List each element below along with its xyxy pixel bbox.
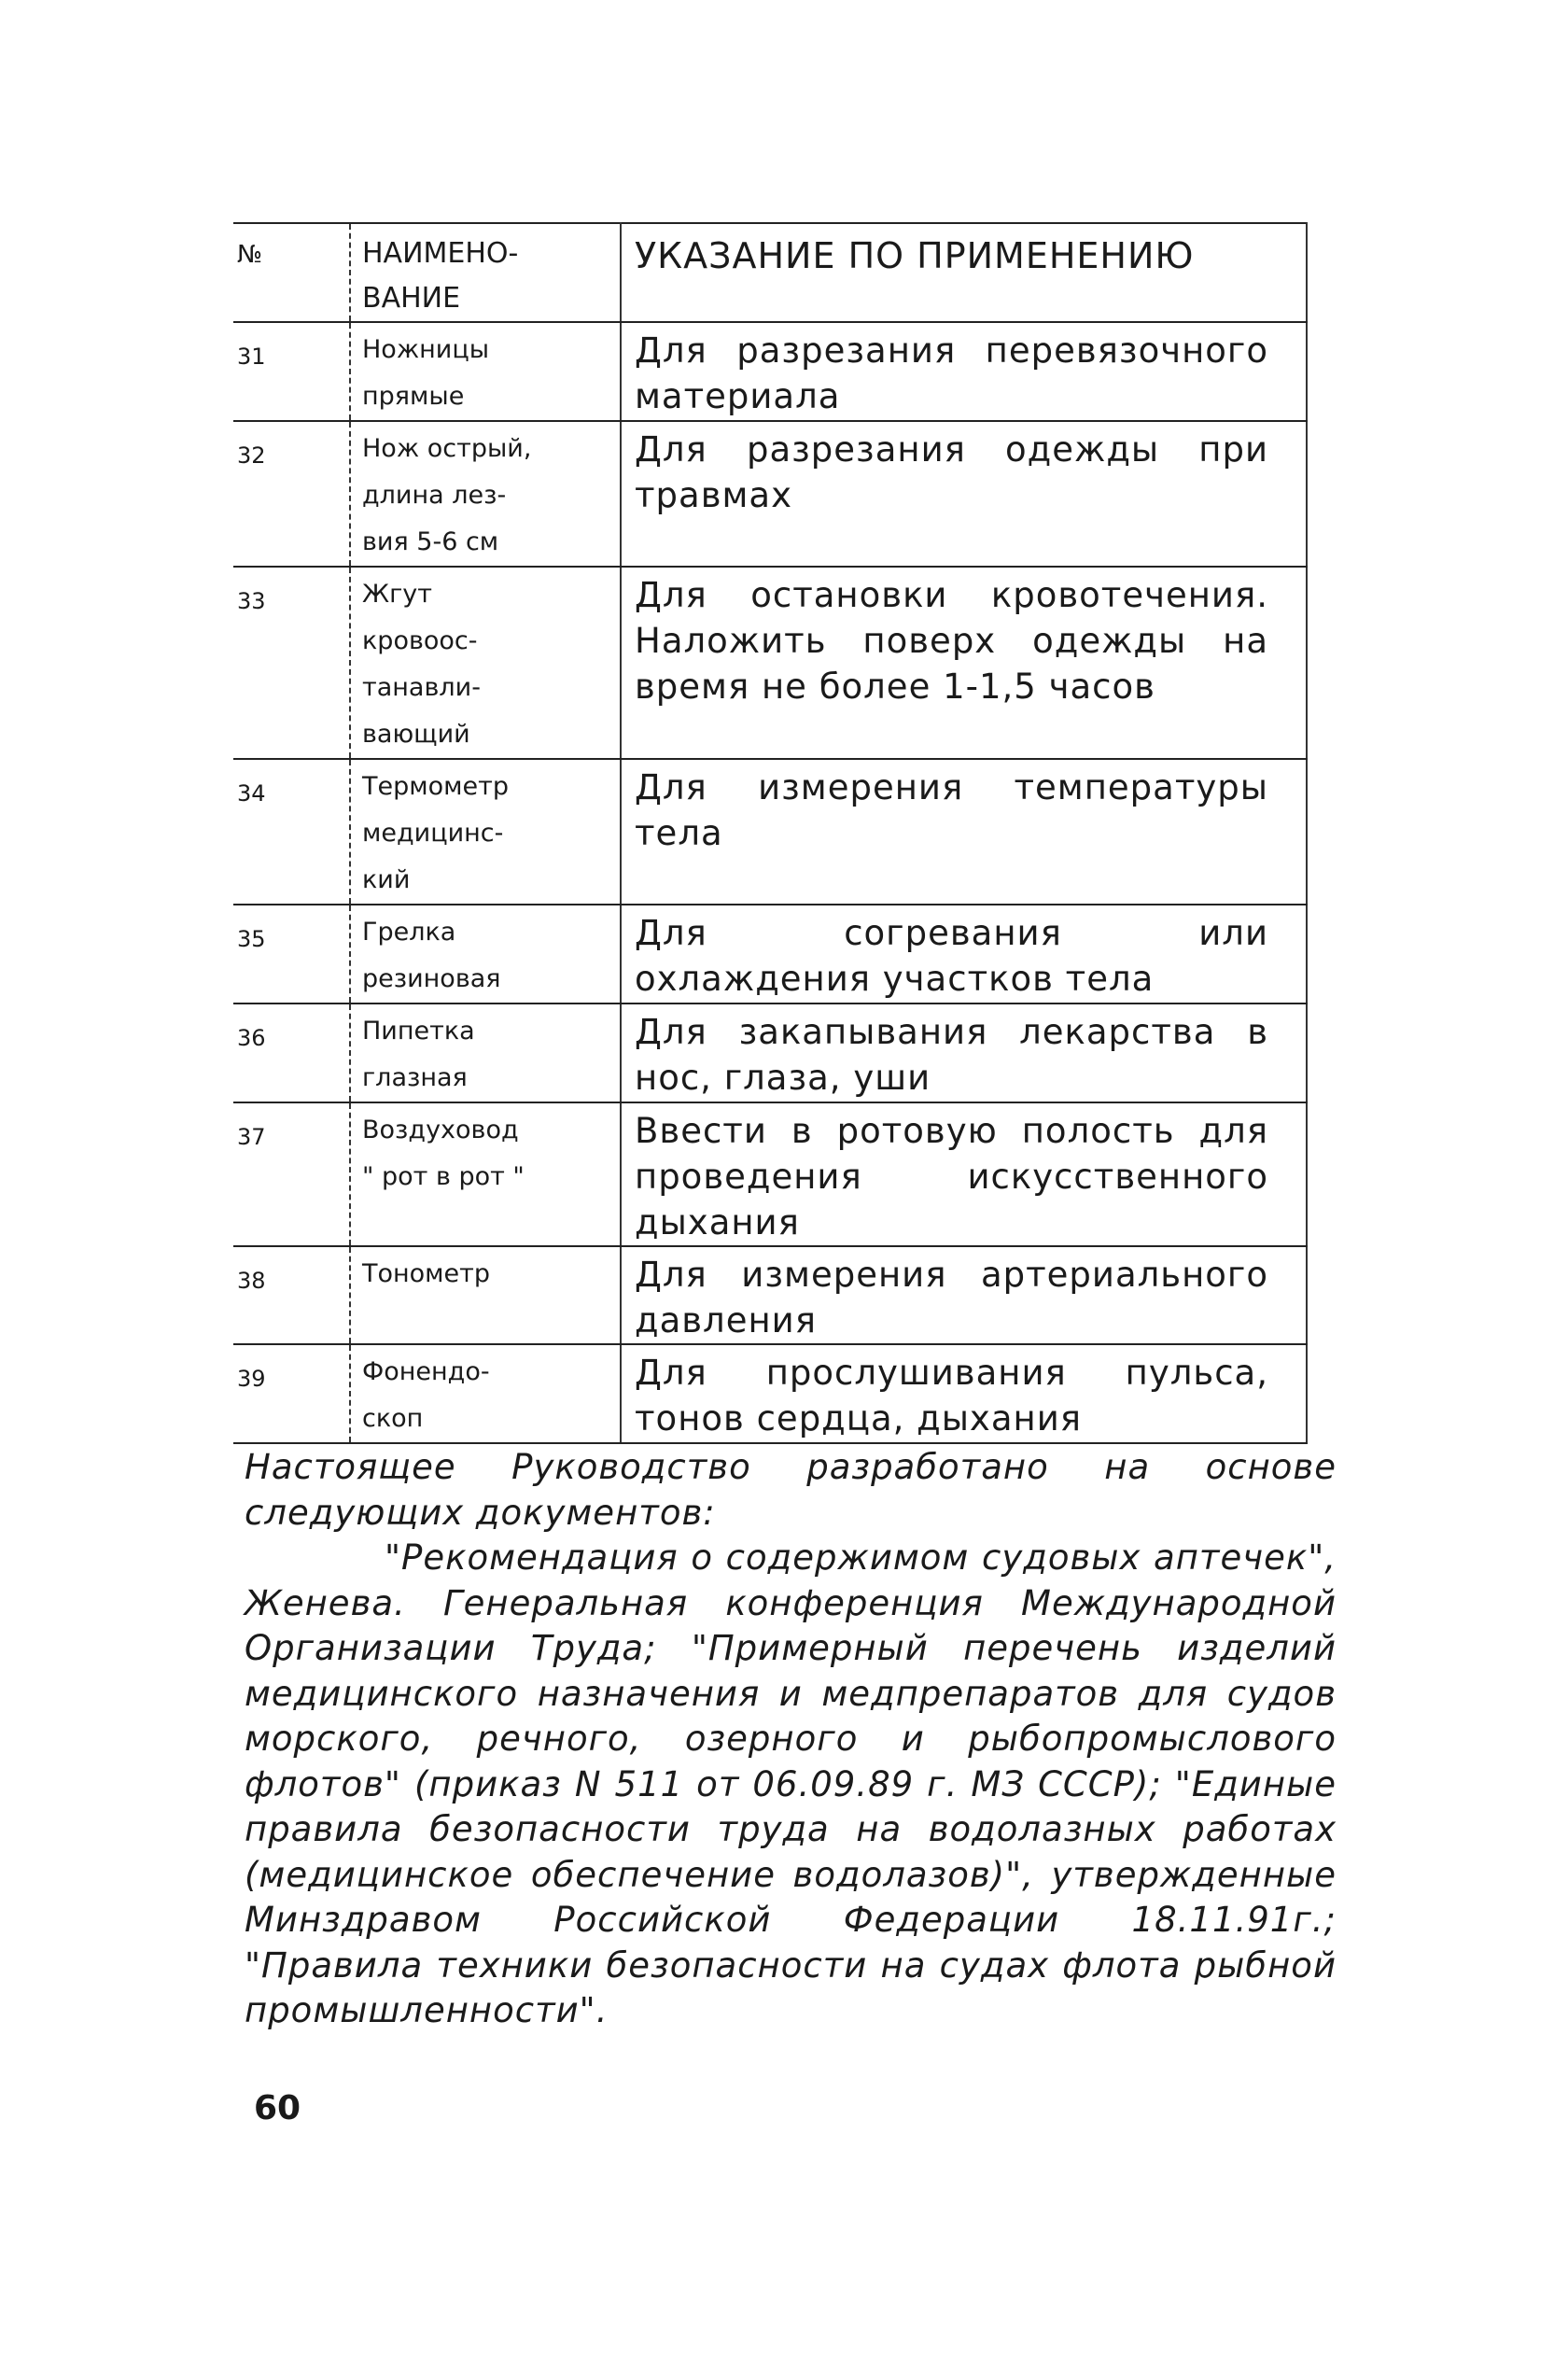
item-usage-line: Для разрезания перевязочного bbox=[635, 330, 1268, 371]
item-name-line: Нож острый, bbox=[362, 434, 532, 463]
row-number: 34 bbox=[233, 759, 350, 905]
item-usage bbox=[621, 759, 1307, 905]
note-paragraph-sources: "Рекомендация о содержимом судовых аптечек", Женева. Генеральная конференция Международной Организации Труда; "Примерный перечень изделий медицинского назначения и медпрепаратов для судов морского, речного, озерного и рыбопромыслового флотов" (приказ N 511 от 06.09.89 г. МЗ СССР); "Единые правила безопасности труда на водолазных работах (медицинское обеспечение водолазов)", утвержденные Минздравом Российской Федерации 18.11.91г.; "Правила техники безопасности на судах флота рыбной промышленности". bbox=[245, 1537, 1337, 2030]
item-name-line: Воздуховод bbox=[362, 1116, 519, 1144]
item-name-line: длина лез- bbox=[362, 481, 507, 510]
item-usage bbox=[621, 905, 1307, 1004]
row-number: 36 bbox=[233, 1004, 350, 1102]
item-name bbox=[350, 1246, 621, 1344]
item-usage-line: проведения искусственного bbox=[635, 1157, 1268, 1197]
item-name bbox=[350, 567, 621, 759]
table-row bbox=[233, 1344, 1307, 1443]
item-name bbox=[350, 421, 621, 567]
column-header-name bbox=[350, 223, 621, 322]
row-number: 35 bbox=[233, 905, 350, 1004]
item-name bbox=[350, 1344, 621, 1443]
item-name-line: вия 5-6 см bbox=[362, 527, 499, 556]
item-usage-line: Для измерения температуры bbox=[635, 767, 1268, 807]
item-usage-line: травмах bbox=[635, 475, 793, 515]
item-name-line: Жгут bbox=[362, 580, 432, 609]
item-usage-line: дыхания bbox=[635, 1202, 800, 1242]
item-name bbox=[350, 905, 621, 1004]
item-usage-line: тонов сердца, дыхания bbox=[635, 1398, 1083, 1439]
item-usage bbox=[621, 322, 1307, 421]
row-number: 38 bbox=[233, 1246, 350, 1344]
item-usage bbox=[621, 567, 1307, 759]
item-usage bbox=[621, 1246, 1307, 1344]
item-name bbox=[350, 1102, 621, 1246]
table-row bbox=[233, 759, 1307, 905]
item-usage-line: Ввести в ротовую полость для bbox=[635, 1111, 1268, 1151]
item-name-line: Ножницы bbox=[362, 335, 490, 364]
item-usage-line: Для согревания или bbox=[635, 913, 1268, 953]
item-name-line: Грелка bbox=[362, 918, 456, 947]
column-header-number: № bbox=[233, 223, 350, 322]
item-name bbox=[350, 759, 621, 905]
item-name-line: вающий bbox=[362, 720, 470, 749]
item-usage bbox=[621, 1344, 1307, 1443]
item-name-line: резиновая bbox=[362, 964, 501, 993]
item-name-line: кий bbox=[362, 865, 411, 894]
item-name bbox=[350, 322, 621, 421]
item-name-line: глазная bbox=[362, 1063, 468, 1092]
table-row bbox=[233, 1246, 1307, 1344]
item-usage-line: материала bbox=[635, 376, 841, 416]
item-name-line: кровоос- bbox=[362, 626, 478, 655]
item-usage bbox=[621, 1102, 1307, 1246]
row-number: 32 bbox=[233, 421, 350, 567]
item-usage-line: Для измерения артериального bbox=[635, 1255, 1268, 1295]
note-paragraph-intro: Настоящее Руководство разработано на основе следующих документов: bbox=[245, 1447, 1337, 1533]
column-header-name-line: НАИМЕНО- bbox=[362, 237, 519, 270]
item-name-line: Пипетка bbox=[362, 1017, 475, 1046]
column-header-name-line: ВАНИЕ bbox=[362, 282, 461, 315]
item-name-line: Фонендо- bbox=[362, 1357, 490, 1386]
item-name-line: танавли- bbox=[362, 673, 481, 702]
row-number: 39 bbox=[233, 1344, 350, 1443]
item-name-line: прямые bbox=[362, 382, 465, 411]
table-row bbox=[233, 322, 1307, 421]
row-number: 37 bbox=[233, 1102, 350, 1246]
item-usage-line: давления bbox=[635, 1300, 817, 1340]
column-header-usage: УКАЗАНИЕ ПО ПРИМЕНЕНИЮ bbox=[621, 223, 1307, 322]
item-name bbox=[350, 1004, 621, 1102]
item-name-line: Тонометр bbox=[362, 1259, 491, 1288]
item-usage-line: время не более 1-1,5 часов bbox=[635, 667, 1155, 707]
item-name-line: скоп bbox=[362, 1404, 424, 1433]
item-usage-line: нос, глаза, уши bbox=[635, 1058, 931, 1098]
table-row bbox=[233, 421, 1307, 567]
table-row bbox=[233, 905, 1307, 1004]
instruments-table bbox=[233, 222, 1308, 1444]
item-usage-line: охлаждения участков тела bbox=[635, 959, 1155, 999]
item-usage-line: Для прослушивания пульса, bbox=[635, 1353, 1268, 1393]
row-number: 33 bbox=[233, 567, 350, 759]
table-row bbox=[233, 1004, 1307, 1102]
table-row bbox=[233, 567, 1307, 759]
item-usage-line: Для остановки кровотечения. bbox=[635, 575, 1268, 615]
item-usage-line: Для разрезания одежды при bbox=[635, 429, 1268, 470]
item-name-line: " рот в рот " bbox=[362, 1162, 525, 1191]
item-name-line: Термометр bbox=[362, 772, 509, 801]
table-row bbox=[233, 1102, 1307, 1246]
item-usage bbox=[621, 1004, 1307, 1102]
table-header-row bbox=[233, 223, 1307, 322]
page-number: 60 bbox=[254, 2089, 301, 2127]
item-usage-line: Для закапывания лекарства в bbox=[635, 1012, 1268, 1052]
item-name-line: медицинс- bbox=[362, 819, 504, 848]
item-usage-line: тела bbox=[635, 813, 723, 853]
row-number: 31 bbox=[233, 322, 350, 421]
item-usage-line: Наложить поверх одежды на bbox=[635, 621, 1268, 661]
item-usage bbox=[621, 421, 1307, 567]
table-body bbox=[233, 322, 1307, 1443]
sources-note bbox=[245, 1445, 1337, 2034]
